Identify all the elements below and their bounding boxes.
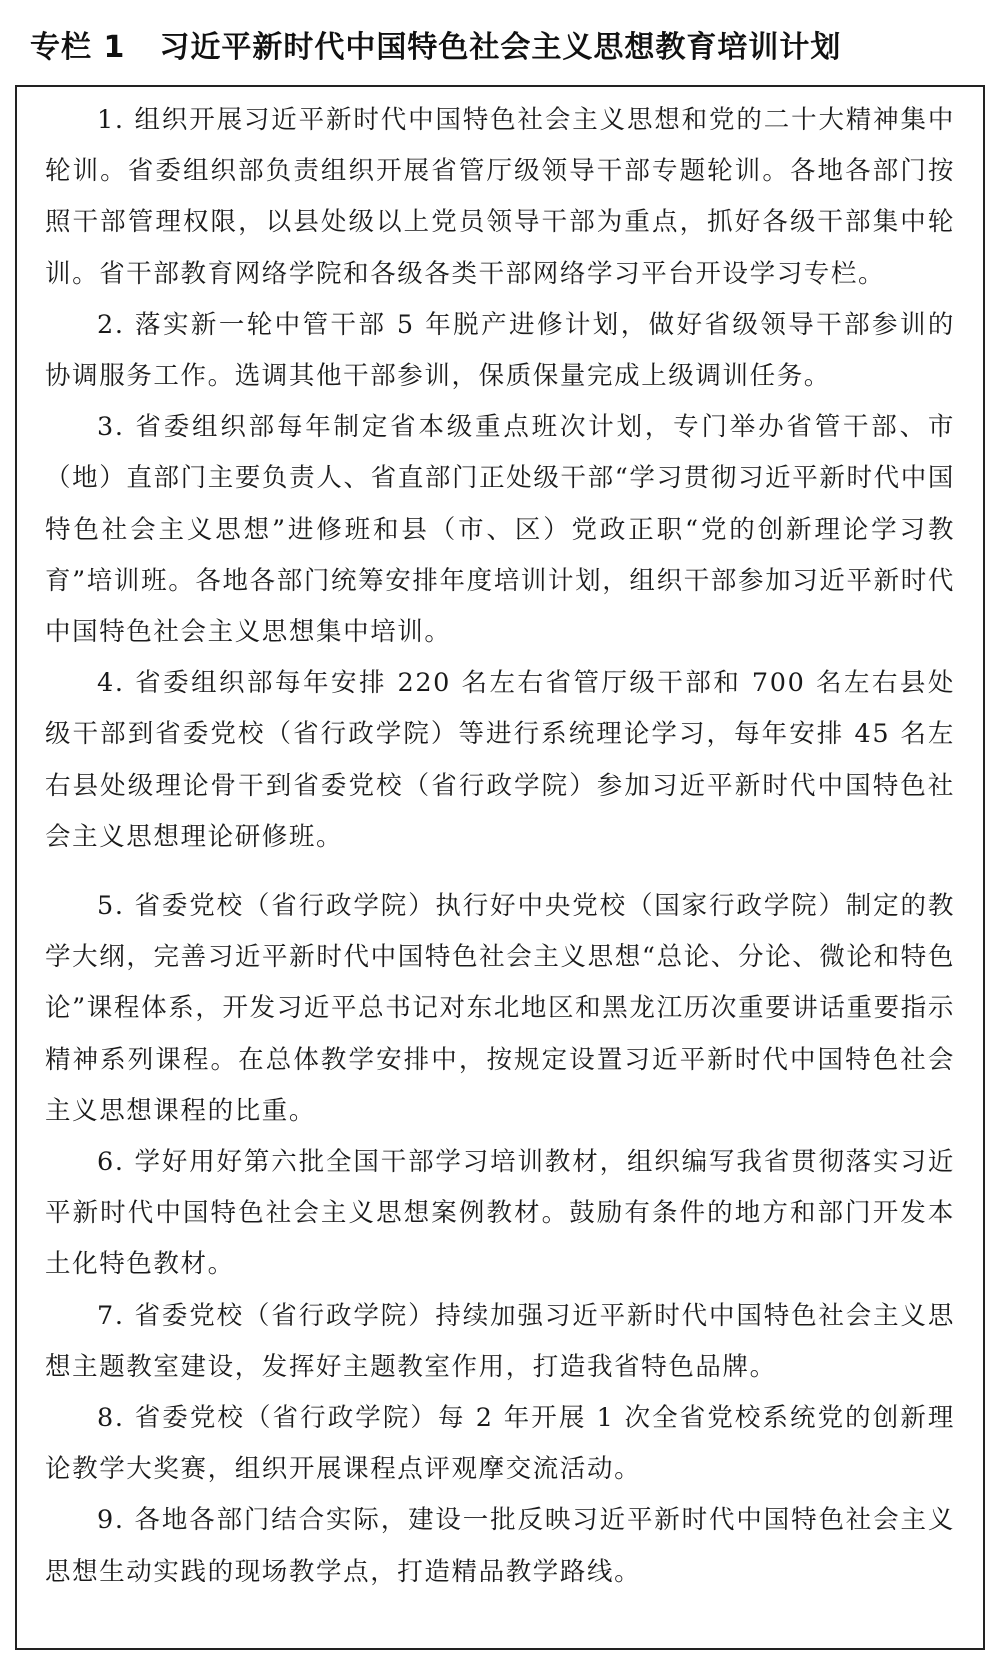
column-heading: 习近平新时代中国特色社会主义思想教育培训计划 xyxy=(159,30,842,65)
column-box xyxy=(15,85,985,1650)
list-item-2: 2. 落实新一轮中管干部 5 年脱产进修计划，做好省级领导干部参训的协调服务工作。选调其他干部参训，保质保量完成上级调训任务。 xyxy=(45,309,955,392)
list-item-1: 1. 组织开展习近平新时代中国特色社会主义思想和党的二十大精神集中轮训。省委组织部负责组织开展省管厅级领导干部专题轮训。各地各部门按照干部管理权限，以县处级以上党员领导干部为重点，抓好各级干部集中轮训。省干部教育网络学院和各级各类干部网络学习平台开设学习专栏。 xyxy=(45,105,955,289)
list-item-8: 8. 省委党校（省行政学院）每 2 年开展 1 次全省党校系统党的创新理论教学大奖赛，组织开展课程点评观摩交流活动。 xyxy=(45,1403,955,1485)
column-label: 专栏 1 xyxy=(30,30,126,65)
column-title xyxy=(30,14,980,74)
list-item-9: 9. 各地各部门结合实际，建设一批反映习近平新时代中国特色社会主义思想生动实践的现场教学点，打造精品教学路线。 xyxy=(45,1505,955,1587)
list-item-6: 6. 学好用好第六批全国干部学习培训教材，组织编写我省贯彻落实习近平新时代中国特色社会主义思想案例教材。鼓励有条件的地方和部门开发本土化特色教材。 xyxy=(45,1147,955,1280)
list-item-5: 5. 省委党校（省行政学院）执行好中央党校（国家行政学院）制定的教学大纲，完善习近平新时代中国特色社会主义思想“总论、分论、微论和特色论”课程体系，开发习近平总书记对东北地区和黑龙江历次重要讲话重要指示精神系列课程。在总体教学安排中，按规定设置习近平新时代中国特色社会主义思想课程的比重。 xyxy=(45,891,955,1126)
list-item-4: 4. 省委组织部每年安排 220 名左右省管厅级干部和 700 名左右县处级干部到省委党校（省行政学院）等进行系统理论学习，每年安排 45 名左右县处级理论骨干到省委党校（省行政学院）参加习近平新时代中国特色社会主义思想理论研修班。 xyxy=(45,668,955,852)
list-item-7: 7. 省委党校（省行政学院）持续加强习近平新时代中国特色社会主义思想主题教室建设，发挥好主题教室作用，打造我省特色品牌。 xyxy=(45,1300,955,1382)
list-item-3: 3. 省委组织部每年制定省本级重点班次计划，专门举办省管干部、市（地）直部门主要负责人、省直部门正处级干部“学习贯彻习近平新时代中国特色社会主义思想”进修班和县（市、区）党政正职“党的创新理论学习教育”培训班。各地各部门统筹安排年度培训计划，组织干部参加习近平新时代中国特色社会主义思想集中培训。 xyxy=(45,412,955,648)
